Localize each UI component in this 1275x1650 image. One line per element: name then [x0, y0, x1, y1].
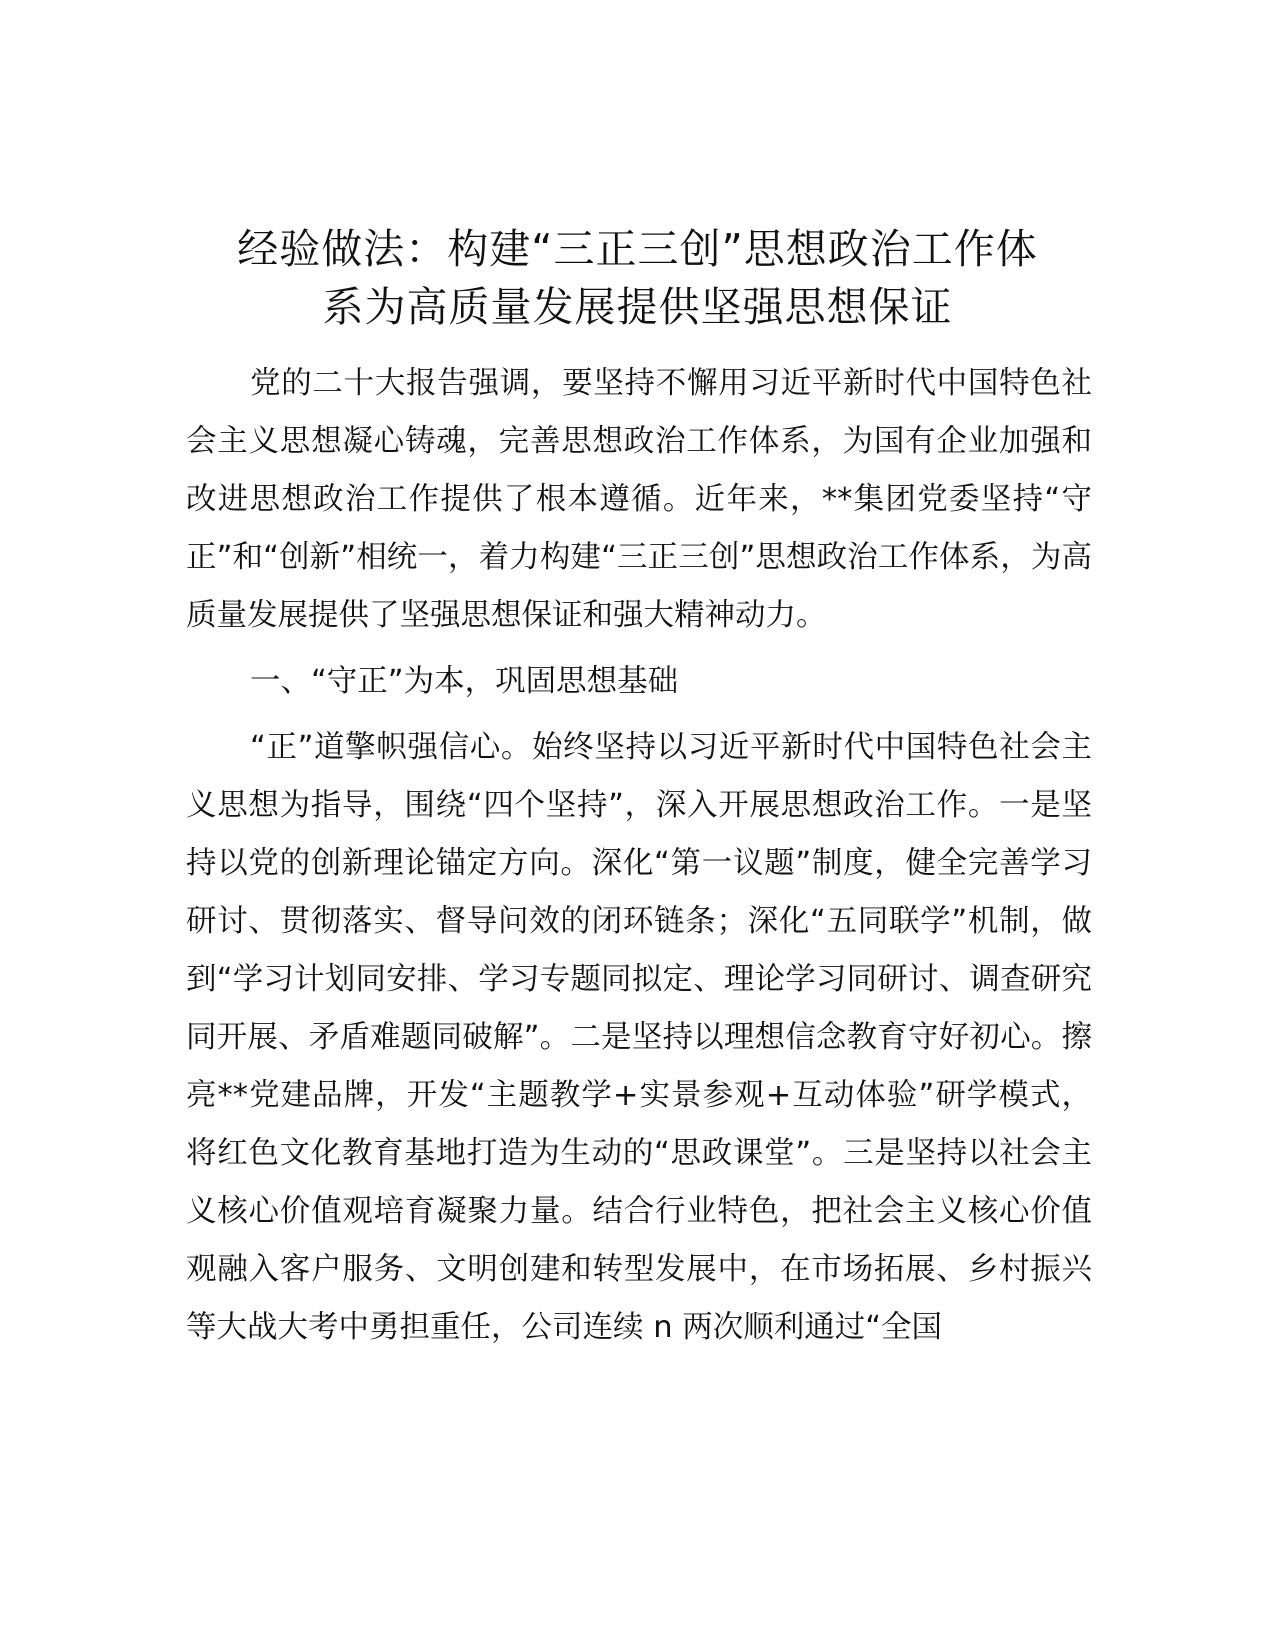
- document-title: [150, 220, 1125, 336]
- title-line-1: 经验做法：构建“三正三创”思想政治工作体: [237, 225, 1038, 273]
- title-line-2: 系为高质量发展提供坚强思想保证: [322, 283, 953, 331]
- section-paragraph: “正”道擎帜强信心。始终坚持以习近平新时代中国特色社会主义思想为指导，围绕“四个坚持”，深入开展思想政治工作。一是坚持以党的创新理论锚定方向。深化“第一议题”制度，健全完善学习研讨、贯彻落实、督导问效的闭环链条；深化“五同联学”机制，做到“学习计划同安排、学习专题同拟定、理论学习同研讨、调查研究同开展、矛盾难题同破解”。二是坚持以理想信念教育守好初心。擦亮**党建品牌，开发“主题教学+实景参观+互动体验”研学模式，将红色文化教育基地打造为生动的“思政课堂”。三是坚持以社会主义核心价值观培育凝聚力量。结合行业特色，把社会主义核心价值观融入客户服务、文明创建和转型发展中，在市场拓展、乡村振兴等大战大考中勇担重任，公司连续 n 两次顺利通过“全国: [186, 730, 1092, 1345]
- intro-paragraph: 党的二十大报告强调，要坚持不懈用习近平新时代中国特色社会主义思想凝心铸魂，完善思想政治工作体系，为国有企业加强和改进思想政治工作提供了根本遵循。近年来，**集团党委坚持“守正”和“创新”相统一，着力构建“三正三创”思想政治工作体系，为高质量发展提供了坚强思想保证和强大精神动力。: [186, 366, 1092, 633]
- document-body: [186, 355, 1092, 1357]
- section-heading: 一、“守正”为本，巩固思想基础: [250, 664, 679, 699]
